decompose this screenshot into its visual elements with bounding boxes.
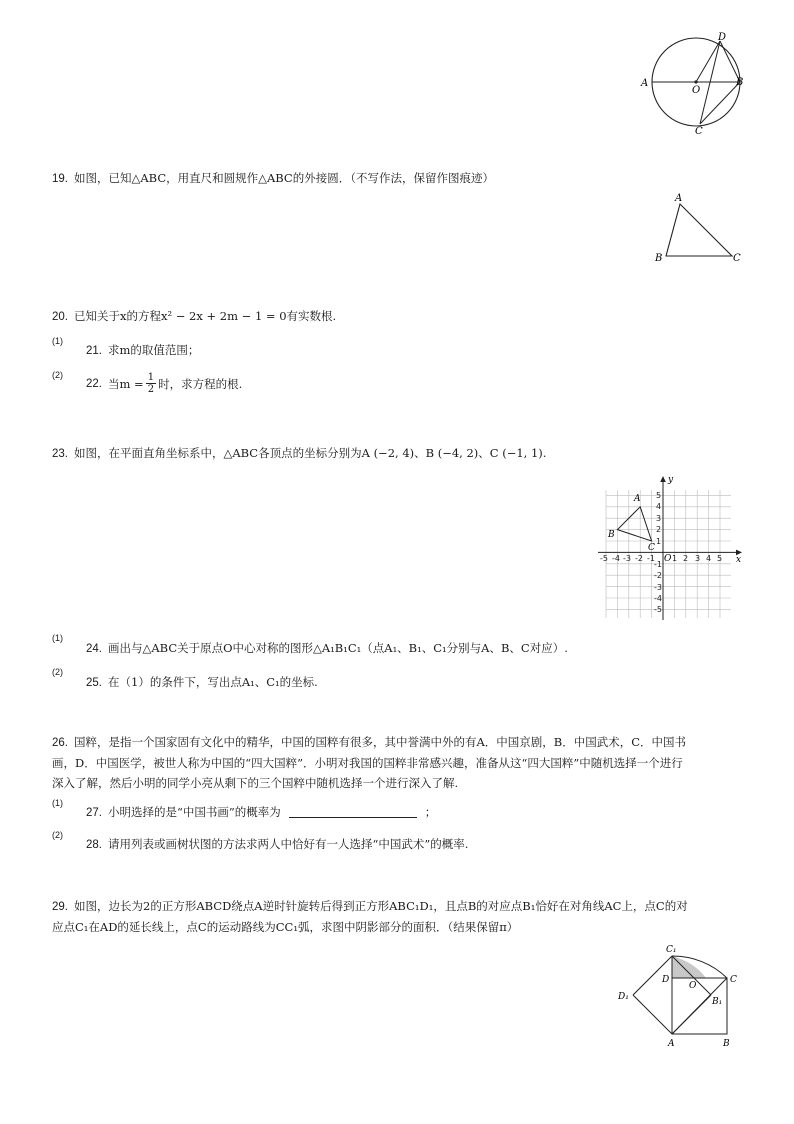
triangle-label-A: A — [675, 193, 683, 204]
coordinate-grid — [596, 474, 746, 624]
square-label-A: A — [668, 1039, 675, 1049]
x-tick: 2 — [683, 554, 689, 563]
circle-figure — [640, 30, 750, 140]
question-27 — [86, 804, 436, 820]
answer-blank[interactable] — [289, 806, 417, 818]
question-number: 26. — [52, 737, 68, 749]
y-tick: -1 — [654, 560, 662, 569]
question-number: 19. — [52, 173, 68, 185]
question-19 — [52, 170, 494, 188]
question-20 — [52, 308, 336, 326]
subpart-marker: (1) — [52, 336, 63, 346]
question-number: 20. — [52, 311, 68, 323]
question-28 — [86, 836, 468, 852]
question-number: 27. — [86, 807, 102, 819]
question-21 — [86, 342, 199, 358]
x-tick: -4 — [612, 554, 620, 563]
fraction — [146, 372, 156, 395]
grid-label-A: A — [634, 494, 641, 504]
circle-label-O: O — [692, 85, 701, 96]
circle-label-B: B — [736, 77, 744, 88]
question-text-line-2: 画，D．中国医学，被世人称为中国的“四大国粹”．小明对我国的国粹非常感兴趣，准备从这“四大国粹”中随机选择一个进行 — [52, 756, 683, 770]
y-tick: 4 — [656, 502, 662, 511]
question-29 — [52, 896, 752, 937]
subpart-marker: (1) — [52, 798, 63, 808]
question-text-post: 时，求方程的根. — [158, 376, 243, 391]
square-label-B1: B₁ — [712, 997, 723, 1007]
question-text: 已知关于x的方程x² − 2x + 2m − 1 = 0有实数根. — [74, 309, 337, 323]
question-25 — [86, 674, 318, 690]
grid-label-C: C — [648, 543, 655, 553]
question-text-line-1: 如图，边长为2的正方形ABCD绕点A逆时针旋转后得到正方形ABC₁D₁，且点B的对应点B₁恰好在对角线AC上，点C的对 — [74, 899, 688, 913]
square-rotation-figure — [612, 940, 752, 1052]
question-text-line-1: 国粹，是指一个国家固有文化中的精华，中国的国粹有很多，其中誉满中外的有A．中国京剧，B．中国武术，C．中国书 — [74, 735, 687, 749]
square-label-C1: C₁ — [666, 945, 677, 955]
triangle-label-B: B — [655, 253, 663, 264]
question-23 — [52, 445, 546, 463]
y-axis-label: y — [668, 475, 674, 485]
x-tick: -3 — [623, 554, 631, 563]
y-tick: 5 — [656, 491, 662, 500]
x-tick: 5 — [717, 554, 723, 563]
question-text: 请用列表或画树状图的方法求两人中恰好有一人选择“中国武术”的概率. — [108, 837, 469, 851]
x-tick: -5 — [600, 554, 608, 563]
origin-label: O — [664, 554, 672, 564]
question-text: 求m的取值范围； — [108, 343, 200, 357]
question-text: 画出与△ABC关于原点O中心对称的图形△A₁B₁C₁（点A₁、B₁、C₁分别与A、B、C对应）. — [108, 641, 568, 655]
x-axis-label: x — [736, 555, 742, 565]
question-number: 24. — [86, 643, 102, 655]
fraction-denominator: 2 — [147, 384, 155, 395]
subpart-marker: (2) — [52, 370, 63, 380]
square-label-C: C — [730, 975, 737, 985]
subpart-marker: (2) — [52, 667, 63, 677]
fraction-numerator: 1 — [147, 372, 155, 383]
x-tick: 3 — [695, 554, 701, 563]
question-text-line-3: 深入了解，然后小明的同学小亮从剩下的三个国粹中随机选择一个进行深入了解. — [52, 776, 459, 790]
question-number: 23. — [52, 448, 68, 460]
y-tick: -5 — [654, 605, 662, 614]
x-tick: 1 — [672, 554, 678, 563]
square-label-D: D — [662, 975, 670, 985]
square-label-D1: D₁ — [618, 992, 629, 1002]
question-number: 29. — [52, 901, 68, 913]
question-text: 在（1）的条件下，写出点A₁、C₁的坐标. — [108, 675, 318, 689]
y-tick: 3 — [656, 514, 662, 523]
question-24 — [86, 640, 568, 656]
circle-label-D: D — [718, 32, 727, 43]
y-tick: 1 — [656, 537, 662, 546]
question-text-line-2: 应点C₁在AD的延长线上，点C的运动路线为CC₁弧，求图中阴影部分的面积．（结果保留π） — [52, 920, 519, 934]
question-26 — [52, 732, 742, 793]
x-tick: -2 — [635, 554, 643, 563]
x-tick: 4 — [706, 554, 712, 563]
subpart-marker: (2) — [52, 830, 63, 840]
x-tick: -1 — [647, 554, 655, 563]
question-text: 小明选择的是“中国书画”的概率为 — [108, 805, 281, 819]
question-number: 25. — [86, 677, 102, 689]
y-tick: -2 — [654, 571, 662, 580]
triangle-label-C: C — [733, 253, 741, 264]
question-number: 22. — [86, 377, 102, 390]
triangle-figure — [650, 190, 750, 268]
question-22 — [86, 372, 242, 395]
y-tick: -4 — [654, 594, 662, 603]
question-number: 21. — [86, 345, 102, 357]
square-label-O: O — [689, 981, 697, 991]
question-tail: ； — [424, 805, 437, 819]
circle-label-C: C — [695, 126, 703, 137]
y-tick: 2 — [656, 525, 662, 534]
question-number: 28. — [86, 839, 102, 851]
square-label-B: B — [723, 1039, 730, 1049]
circle-label-A: A — [641, 78, 649, 89]
y-tick: -3 — [654, 583, 662, 592]
subpart-marker: (1) — [52, 633, 63, 643]
question-text-pre: 当m = — [108, 376, 144, 391]
question-text: 如图，已知△ABC，用直尺和圆规作△ABC的外接圆．（不写作法，保留作图痕迹） — [74, 171, 494, 185]
grid-label-B: B — [608, 530, 615, 540]
question-text: 如图，在平面直角坐标系中，△ABC各顶点的坐标分别为A (−2, 4)、B (−4, 2)、C (−1, 1). — [74, 446, 547, 460]
